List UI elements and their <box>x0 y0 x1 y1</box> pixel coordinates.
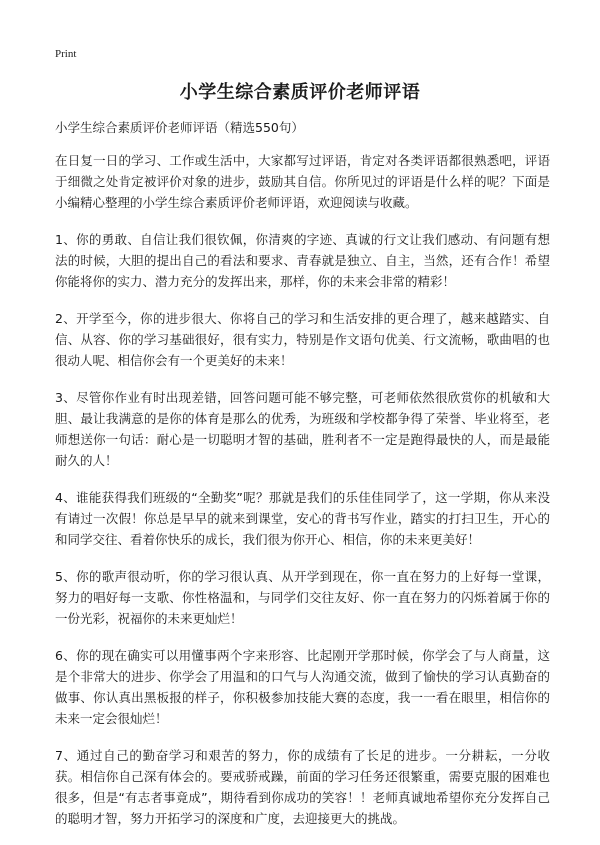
intro-paragraph: 在日复一日的学习、工作或生活中，大家都写过评语，肯定对各类评语都很熟悉吧，评语于细微之处肯定被评价对象的进步，鼓励其自信。你所见过的评语是什么样的呢？下面是小编精心整理的小学生综合素质评价老师评语，欢迎阅读与收藏。 <box>55 153 550 210</box>
comment-paragraph-4: 4、谁能获得我们班级的“全勤奖”呢？那就是我们的乐佳佳同学了，这一学期，你从来没有请过一次假！你总是早早的就来到课堂，安心的背书写作业，踏实的打扫卫生，开心的和同学交往、看着你快乐的成长，我们很为你开心、相信，你的未来更美好！ <box>55 490 550 547</box>
document-body <box>55 150 550 845</box>
page-title: 小学生综合素质评价老师评语 <box>179 82 421 103</box>
comment-paragraph-1: 1、你的勇敢、自信让我们很钦佩，你清爽的字迹、真诚的行文让我们感动、有问题有想法的时候，大胆的提出自己的看法和要求、青春就是独立、自主，当然，还有合作！希望你能将你的实力、潜力充分的发挥出来，那样，你的未来会非常的精彩！ <box>55 232 550 289</box>
comment-paragraph-7: 7、通过自己的勤奋学习和艰苦的努力，你的成绩有了长足的进步。一分耕耘，一分收获。相信你自己深有体会的。要戒骄戒躁，前面的学习任务还很繁重，需要克服的困难也很多，但是“有志者事竟成”，期待看到你成功的笑容！！老师真诚地希望你充分发挥自己的聪明才智，努力开拓学习的深度和广度，去迎接更大的挑战。 <box>55 748 550 826</box>
document-subtitle: 小学生综合素质评价老师评语（精选550句） <box>55 120 304 135</box>
comment-paragraph-5: 5、你的歌声很动听，你的学习很认真、从开学到现在，你一直在努力的上好每一堂课，努力的唱好每一支歌、你性格温和，与同学们交往友好、你一直在努力的闪烁着属于你的一份光彩，祝福你的未来更灿烂！ <box>55 569 550 626</box>
print-link[interactable]: Print <box>55 48 77 60</box>
comment-paragraph-3: 3、尽管你作业有时出现差错，回答问题可能不够完整，可老师依然很欣赏你的机敏和大胆、最让我满意的是你的体育是那么的优秀，为班级和学校都争得了荣誉、毕业将至，老师想送你一句话：耐心是一切聪明才智的基础，胜利者不一定是跑得最快的人，而是最能耐久的人！ <box>55 390 550 468</box>
comment-paragraph-6: 6、你的现在确实可以用懂事两个字来形容、比起刚开学那时候，你学会了与人商量，这是个非常大的进步、你学会了用温和的口气与人沟通交流，做到了愉快的学习认真勤奋的做事、你认真出黑板报的样子，你积极参加技能大赛的态度，我一一看在眼里，相信你的未来一定会很灿烂！ <box>55 648 550 726</box>
comment-paragraph-2: 2、开学至今，你的进步很大、你将自己的学习和生活安排的更合理了，越来越踏实、自信、从容、你的学习基础很好，很有实力，特别是作文语句优美、行文流畅，歌曲唱的也很动人呢、相信你会有一个更美好的未来！ <box>55 311 550 368</box>
